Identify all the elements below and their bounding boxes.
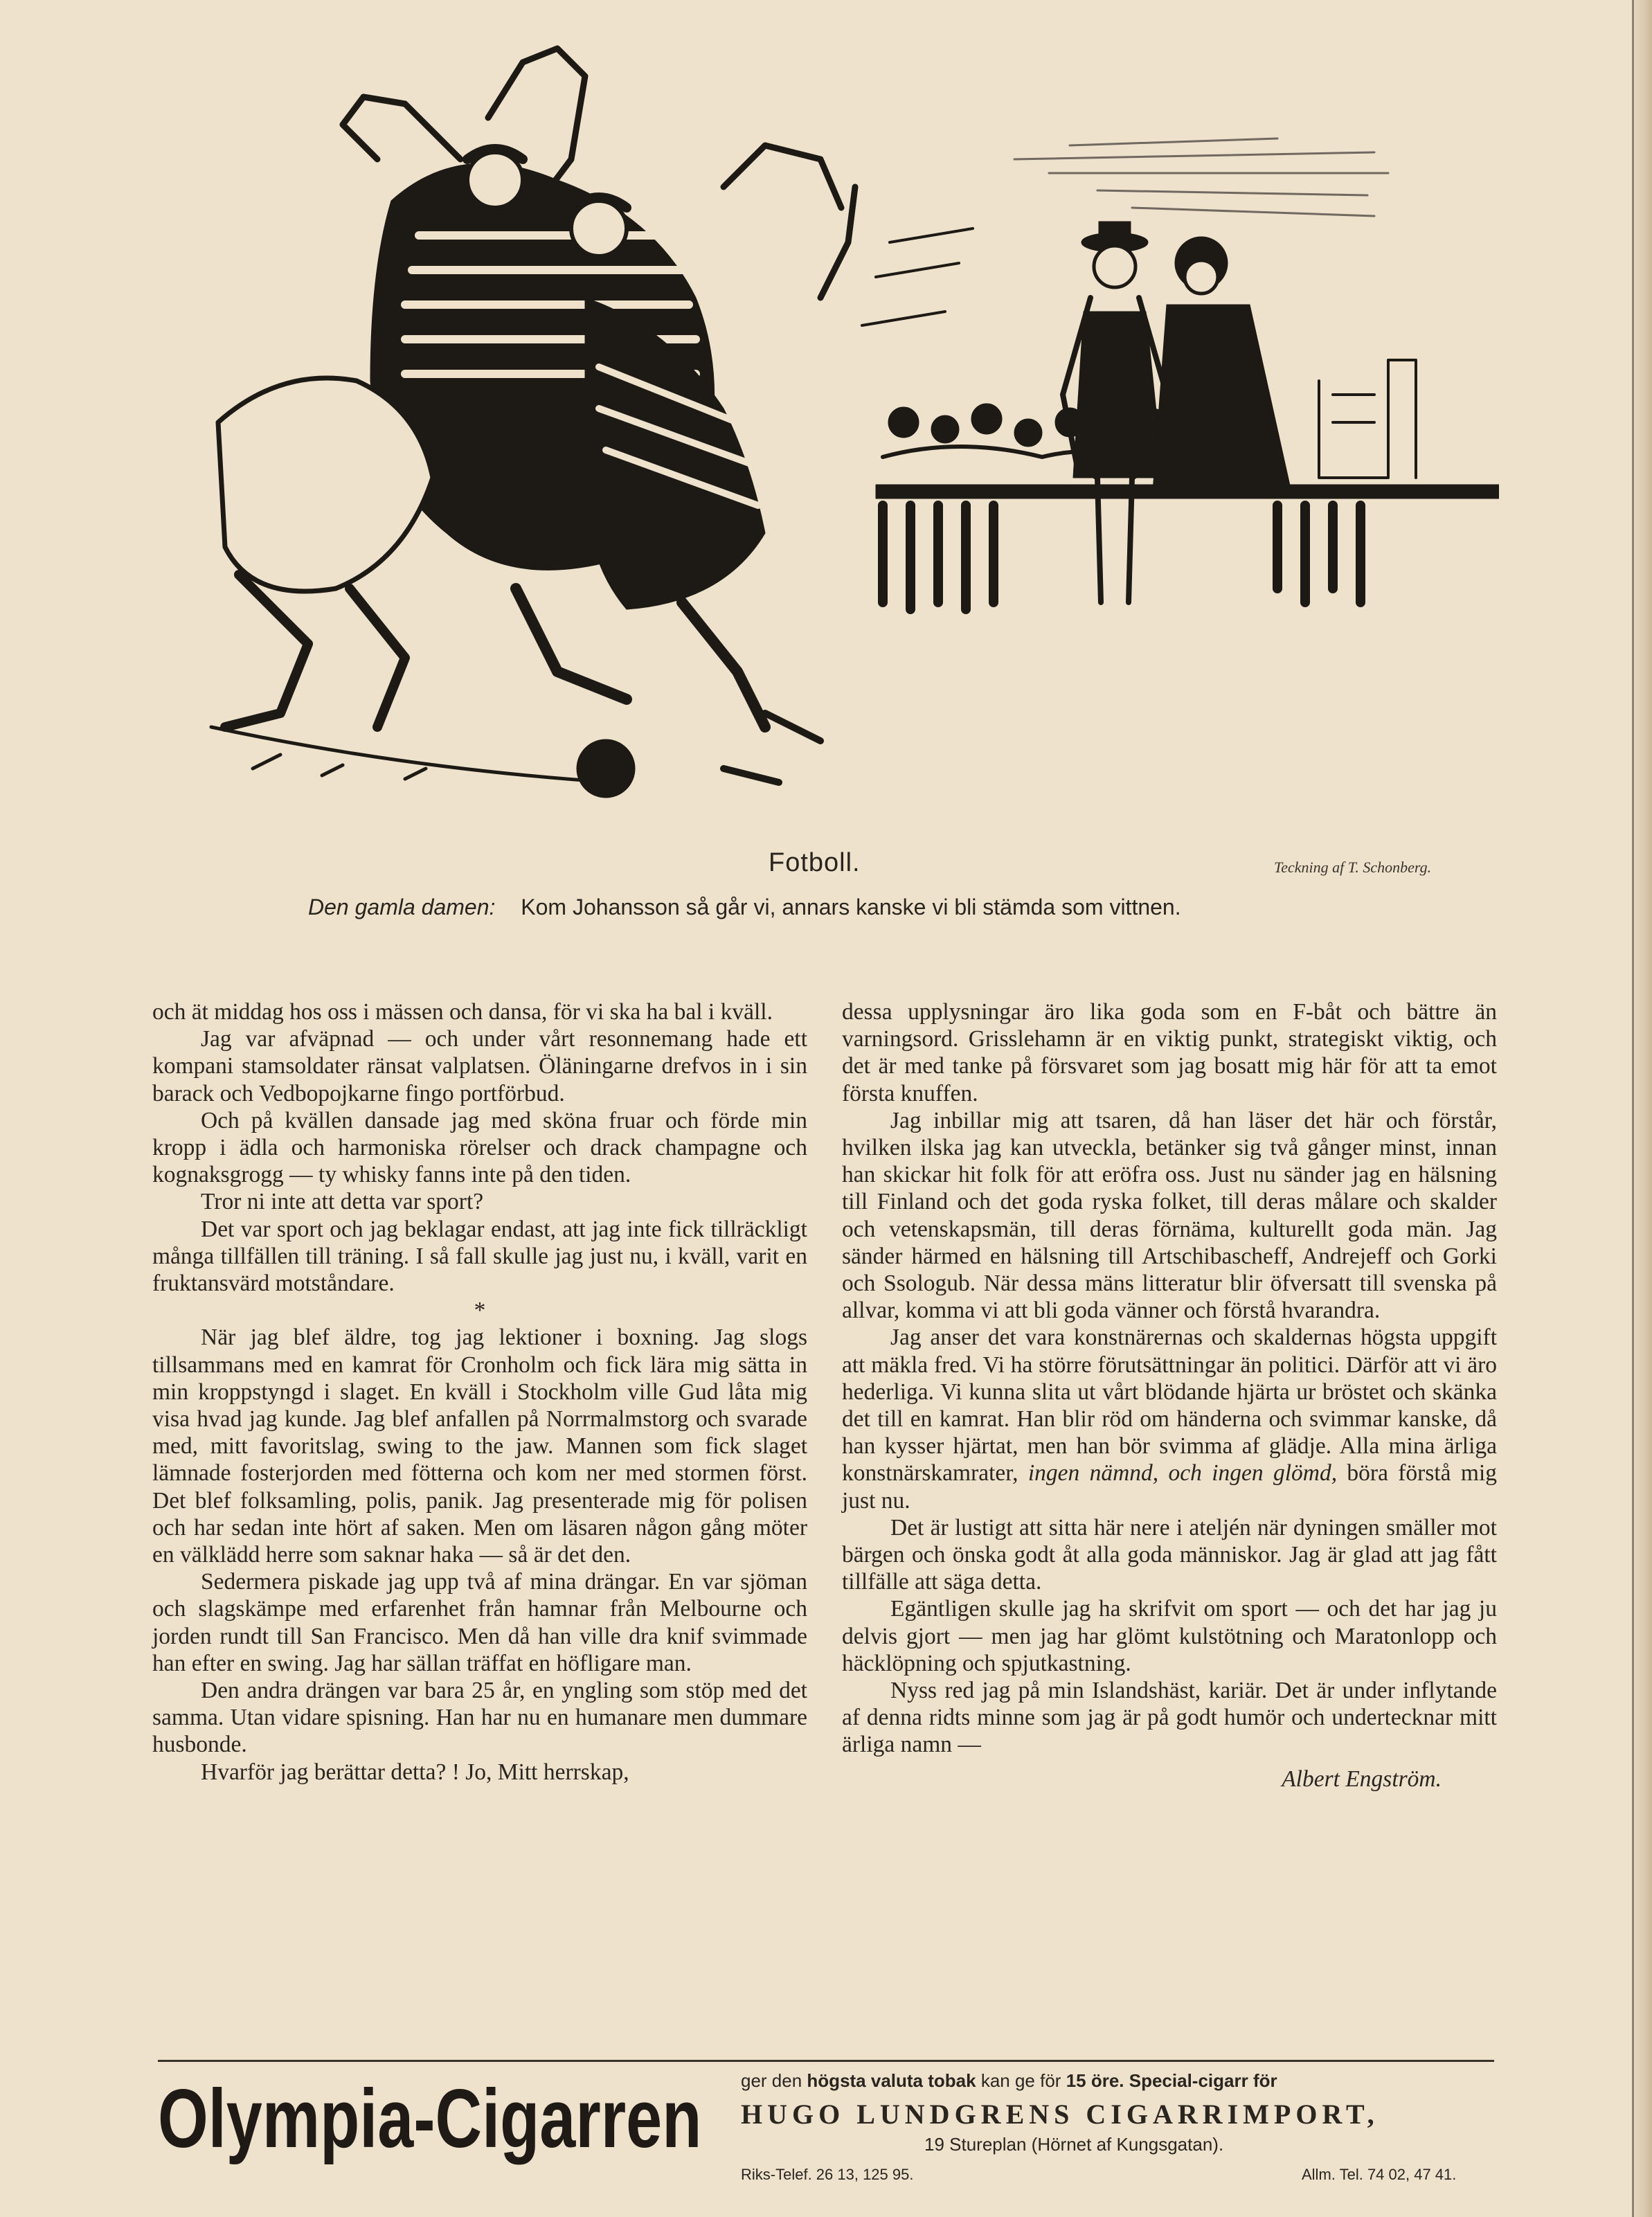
ad-tagline-pre: ger den bbox=[741, 2070, 802, 2091]
paragraph bbox=[842, 1324, 1497, 1514]
author-signature: Albert Engström. bbox=[1282, 1766, 1442, 1792]
ad-tagline-bold: högsta valuta tobak bbox=[807, 2070, 976, 2091]
paragraph: Den andra drängen var bara 25 år, en yngling som stöp med det samma. Utan vidare spisning. Han har nu en humanare men dummare husbonde. bbox=[152, 1678, 807, 1758]
ad-price: 15 öre. bbox=[1066, 2070, 1124, 2091]
illustration-credit: Teckning af T. Schonberg. bbox=[1274, 859, 1432, 876]
advertisement-address: 19 Stureplan (Hörnet af Kungsgatan). bbox=[924, 2134, 1224, 2155]
page-edge bbox=[1632, 0, 1652, 2217]
football-illustration bbox=[197, 35, 1499, 852]
paragraph: Det var sport och jag beklagar endast, att jag inte fick tillräckligt många tillfällen till träning. I så fall skulle jag just nu, i kväll, varit en fruktansvärd motståndare. bbox=[152, 1216, 807, 1297]
caption-dialogue bbox=[308, 895, 1181, 920]
advertisement-phone-allm: Allm. Tel. 74 02, 47 41. bbox=[1302, 2166, 1457, 2183]
article-column-right bbox=[842, 998, 1497, 1793]
paragraph: Sedermera piskade jag upp två af mina drängar. En var sjöman och slagskämpe med erfarenhet från hamnar från Melbourne och jorden rundt till San Francisco. Men då han ville dra knif svimmade han efter en swing. Jag har sällan träffat en höfligare man. bbox=[152, 1569, 807, 1676]
section-separator: * bbox=[474, 1298, 486, 1324]
paragraph-text: Jag anser det vara konstnärernas och skaldernas högsta uppgift att mäkla fred. Vi ha större förutsättningar än politici. Därför att vi äro hederliga. Vi kunna slita ut vårt blödande hjärta ur bröstet och skänka det till en kamrat. Han blir röd om händerna och svimmar kanske, då han kysser hjärtat, men han bör svimma af glädje. Alla mina ärliga konstnärskamrater, bbox=[842, 1325, 1497, 1487]
caption-title: Fotboll. bbox=[769, 848, 861, 877]
paragraph: Nyss red jag på min Islandshäst, kariär. Det är under inflytande af denna ridts minne som jag är på godt humör och undertecknar mitt ärliga namn — bbox=[842, 1678, 1497, 1758]
advertisement-rule bbox=[158, 2060, 1494, 2062]
paragraph: När jag blef äldre, tog jag lektioner i boxning. Jag slogs tillsammans med en kamrat för Cronholm och fick lära mig sätta in min kroppstyngd i slaget. En kväll i Stockholm ville Gud låta mig visa hvad jag kunde. Jag blef anfallen på Norrmalmstorg och svarade med, mitt favoritslag, swing to the jaw. Mannen som fick slaget lämnade fosterjorden med fötterna och kom ner med stormen först. Det blef folksamling, polis, panik. Jag presenterade mig för polisen och har sedan inte hört af saken. Men om läsaren någon gång möter en välklädd herre som saknar haka — så är det den. bbox=[152, 1325, 807, 1568]
paragraph: och ät middag hos oss i mässen och dansa, för vi ska ha bal i kväll. bbox=[152, 999, 773, 1025]
caption-quote: Kom Johansson så går vi, annars kanske vi bli stämda som vittnen. bbox=[521, 895, 1181, 919]
paragraph: Det är lustigt att sitta här nere i ateljén när dyningen smäller mot bärgen och önska godt åt alla goda människor. Jag är glad att jag fått tillfälle att säga detta. bbox=[842, 1514, 1497, 1595]
paragraph: Egäntligen skulle jag ha skrifvit om sport — och det har jag ju delvis gjort — men jag har glömt kulstötning och Maratonlopp och häcklöpning och spjutkastning. bbox=[842, 1596, 1497, 1676]
advertisement-tagline bbox=[741, 2070, 1277, 2092]
paragraph: Och på kvällen dansade jag med sköna fruar och förde min kropp i ädla och harmoniska rörelser och drack champagne och kognaksgrogg — ty whisky fanns inte på den tiden. bbox=[152, 1107, 807, 1188]
ad-tagline-mid: kan ge för bbox=[980, 2070, 1061, 2091]
article-column-left bbox=[152, 998, 807, 1786]
emphasis-text: ingen nämnd, och ingen glömd, bbox=[1027, 1460, 1338, 1487]
paragraph-tail: böra förstå mig just nu. bbox=[842, 1460, 1498, 1514]
paragraph: Jag inbillar mig att tsaren, då han läser det här och förstår, hvilken ilska jag kan utveckla, betänker sig två gånger minst, innan han skickar hit folk för att eröfra oss. Just nu sänder jag en hälsning till Finland och det goda ryska folket, till deras målare och skalder och vetenskapsmän, till deras förnäma, kulturellt goda män. Jag sänder härmed en hälsning till Artschibascheff, Andrejeff och Gorki och Ssologub. När dessa mäns litteratur blir öfversatt till svenska på allvar, komma vi att bli goda vänner och förstå hvarandra. bbox=[842, 1107, 1497, 1324]
paragraph: Tror ni inte att detta var sport? bbox=[201, 1189, 484, 1215]
paragraph: dessa upplysningar äro lika goda som en F-båt och bättre än varningsord. Grisslehamn är en viktig punkt, strategiskt viktig, och det är med tanke på försvaret som jag bosatt mig här för att ta emot första knuffen. bbox=[842, 999, 1497, 1106]
caption-speaker: Den gamla damen: bbox=[308, 895, 496, 919]
paragraph: Jag var afväpnad — och under vårt resonnemang hade ett kompani stamsoldater ränsat valplatsen. Öläningarne drefvos in i sin barack och Vedbopojkarne fingo portförbud. bbox=[152, 1026, 807, 1106]
advertisement-phone-riks: Riks-Telef. 26 13, 125 95. bbox=[741, 2166, 914, 2183]
paragraph: Hvarför jag berättar detta? ! Jo, Mitt herrskap, bbox=[201, 1759, 629, 1785]
advertisement-brand: Olympia-Cigarren bbox=[158, 2072, 702, 2165]
advertisement-company: HUGO LUNDGRENS CIGARRIMPORT, bbox=[741, 2099, 1379, 2130]
ad-tagline-post: Special-cigarr för bbox=[1129, 2070, 1277, 2091]
